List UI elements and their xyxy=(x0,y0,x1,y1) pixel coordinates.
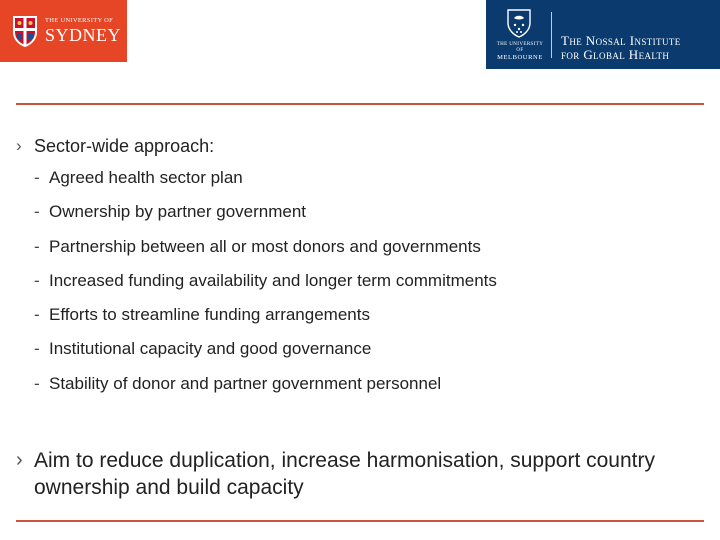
chevron-right-icon: › xyxy=(16,136,22,155)
melbourne-logo-wordmark: MELBOURNE xyxy=(497,53,543,61)
bullet-aim xyxy=(16,447,676,501)
sub-bullet-text: Increased funding availability and longer term commitments xyxy=(49,270,497,290)
sub-bullet-item xyxy=(34,374,497,408)
sydney-crest-icon xyxy=(11,14,39,48)
sub-bullet-text: Stability of donor and partner government personnel xyxy=(49,373,442,393)
sydney-logo-wordmark: SYDNEY xyxy=(45,25,122,46)
sub-bullet-item xyxy=(34,237,497,271)
dash-marker: - xyxy=(34,202,40,222)
dash-marker: - xyxy=(34,373,40,393)
sub-bullet-text: Efforts to streamline funding arrangements xyxy=(49,305,370,325)
melbourne-logo-small-text: THE UNIVERSITY OF xyxy=(496,42,544,53)
bullet-sector-wide-approach xyxy=(16,136,214,156)
dash-marker: - xyxy=(34,339,40,359)
bullet-text: Sector-wide approach: xyxy=(34,136,215,156)
nossal-line-2: for Global Health xyxy=(561,47,670,62)
sub-bullet-item xyxy=(34,305,497,339)
sub-bullet-text: Agreed health sector plan xyxy=(49,168,243,187)
melbourne-crest-icon xyxy=(506,8,532,38)
sub-bullet-item xyxy=(34,168,497,202)
top-divider-rule xyxy=(16,103,704,105)
bottom-divider-rule xyxy=(16,520,704,522)
nossal-line-1: The Nossal Institute xyxy=(561,33,681,48)
dash-marker: - xyxy=(34,305,40,325)
sub-bullet-text: Ownership by partner government xyxy=(49,202,307,222)
logo-divider xyxy=(551,12,552,58)
sub-bullet-list xyxy=(34,168,497,408)
bullet-text: Aim to reduce duplication, increase harmonisation, support country ownership and build capacity xyxy=(34,449,655,499)
sub-bullet-item xyxy=(34,202,497,236)
sub-bullet-item xyxy=(34,271,497,305)
chevron-right-icon: › xyxy=(16,449,23,471)
dash-marker: - xyxy=(34,270,40,290)
sub-bullet-text: Institutional capacity and good governance xyxy=(49,339,372,359)
dash-marker: - xyxy=(34,236,40,256)
nossal-wordmark xyxy=(561,34,681,62)
sub-bullet-item xyxy=(34,339,497,373)
sydney-logo-small-text: THE UNIVERSITY OF xyxy=(45,16,114,24)
university-of-sydney-logo xyxy=(0,0,127,62)
sub-bullet-text: Partnership between all or most donors and governments xyxy=(49,236,481,256)
dash-marker: - xyxy=(34,168,40,187)
nossal-institute-logo xyxy=(486,0,720,69)
